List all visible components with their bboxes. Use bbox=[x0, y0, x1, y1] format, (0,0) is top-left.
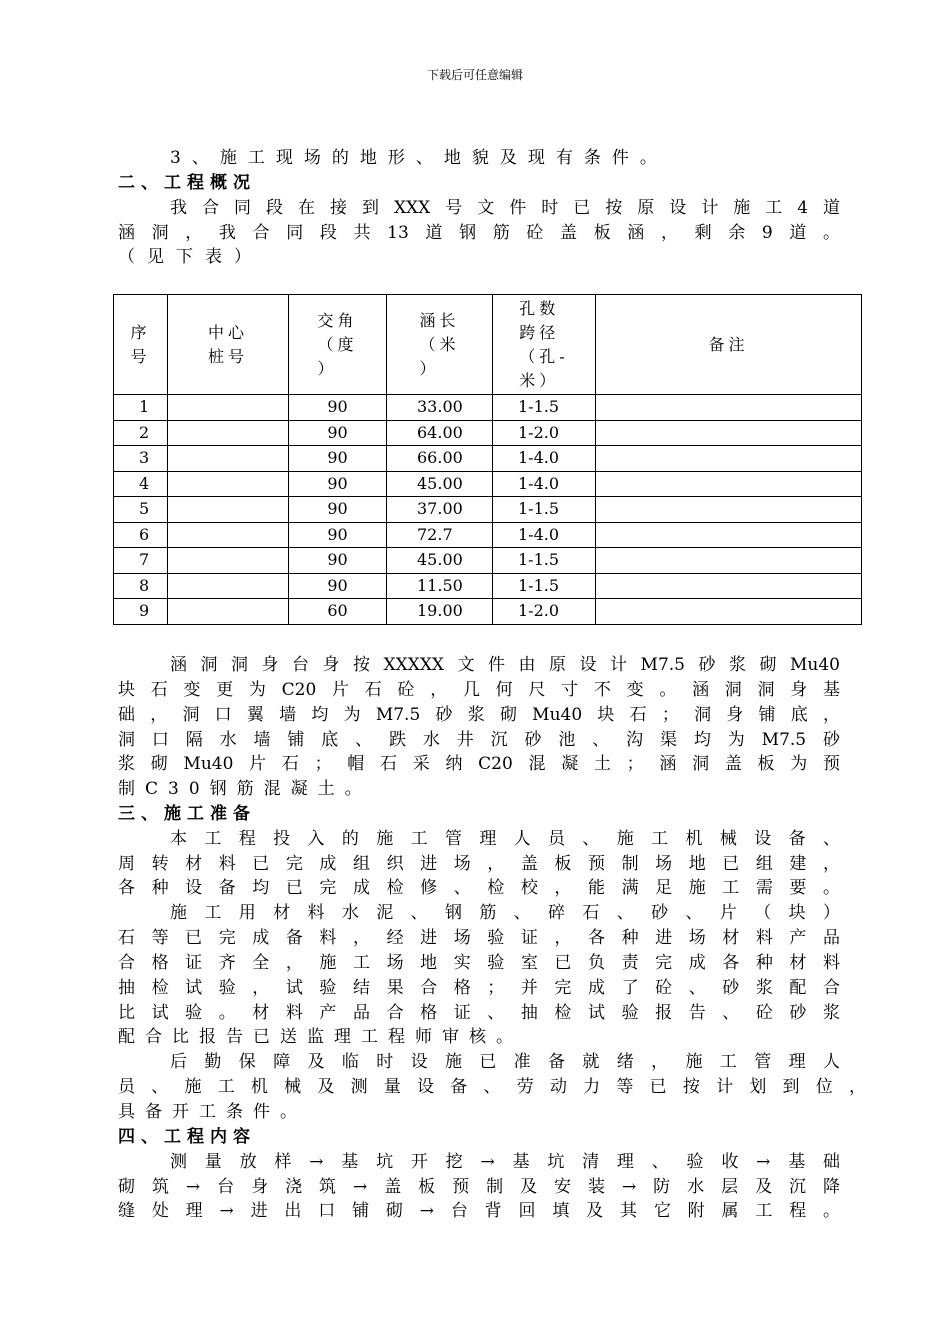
cell-span: 1-4.0 bbox=[493, 522, 596, 548]
table-row bbox=[114, 420, 862, 446]
body-line: 涵洞洞身台身按XXXXX文件由原设计M7.5砂浆砌Mu40 bbox=[170, 655, 840, 675]
cell-remark bbox=[596, 573, 862, 599]
section-3-line: 本工程投入的施工管理人员、施工机械设备、 bbox=[170, 829, 840, 849]
section-3-line: 后勤保障及临时设施已准备就绪，施工管理人 bbox=[170, 1052, 840, 1072]
section-3-line: 周转材料已完成组织进场，盖板预制场地已组建， bbox=[118, 854, 840, 874]
cell-span: 1-1.5 bbox=[493, 395, 596, 421]
cell-length: 37.00 bbox=[387, 497, 493, 523]
cell-station bbox=[168, 573, 289, 599]
cell-angle: 90 bbox=[289, 446, 387, 472]
section-3-line: 各种设备均已完成检修、检校，能满足施工需要。 bbox=[118, 878, 840, 898]
section-3-line: 合格证齐全，施工场地实验室已负责完成各种材料 bbox=[118, 953, 840, 973]
intro-item-3: 3、施工现场的地形、地貌及现有条件。 bbox=[170, 148, 668, 168]
cell-seq: 1 bbox=[114, 395, 168, 421]
col-header-station: 中心 桩号 bbox=[168, 295, 289, 395]
cell-angle: 90 bbox=[289, 573, 387, 599]
cell-seq: 4 bbox=[114, 471, 168, 497]
body-line: 洞口隔水墙铺底、跌水井沉砂池、沟渠均为M7.5砂 bbox=[118, 730, 840, 750]
cell-length: 45.00 bbox=[387, 548, 493, 574]
cell-remark bbox=[596, 395, 862, 421]
cell-remark bbox=[596, 497, 862, 523]
cell-length: 64.00 bbox=[387, 420, 493, 446]
culvert-table bbox=[113, 294, 862, 625]
cell-seq: 7 bbox=[114, 548, 168, 574]
col-header-length: 涵长 （米 ） bbox=[387, 295, 493, 395]
section-2-line: （见下表） bbox=[118, 247, 263, 267]
table-row bbox=[114, 548, 862, 574]
cell-remark bbox=[596, 599, 862, 625]
cell-station bbox=[168, 548, 289, 574]
cell-remark bbox=[596, 471, 862, 497]
body-line: 础，洞口翼墙均为M7.5砂浆砌Mu40块石；洞身铺底， bbox=[118, 705, 840, 725]
section-3-title: 三、施工准备 bbox=[118, 804, 256, 824]
cell-angle: 90 bbox=[289, 497, 387, 523]
page-header-note: 下载后可任意编辑 bbox=[426, 68, 523, 82]
table-row bbox=[114, 599, 862, 625]
section-4-title: 四、工程内容 bbox=[118, 1127, 256, 1147]
cell-angle: 90 bbox=[289, 420, 387, 446]
section-4-line: 砌筑→台身浇筑→盖板预制及安装→防水层及沉降 bbox=[118, 1177, 840, 1197]
cell-span: 1-4.0 bbox=[493, 471, 596, 497]
col-header-span: 孔数 跨径 （孔- 米） bbox=[493, 295, 596, 395]
cell-length: 45.00 bbox=[387, 471, 493, 497]
cell-seq: 9 bbox=[114, 599, 168, 625]
table-row bbox=[114, 522, 862, 548]
cell-remark bbox=[596, 420, 862, 446]
cell-span: 1-2.0 bbox=[493, 599, 596, 625]
section-3-line: 配合比报告已送监理工程师审核。 bbox=[118, 1027, 523, 1047]
cell-station bbox=[168, 395, 289, 421]
section-2-line: 涵洞，我合同段共13道钢筋砼盖板涵，剩余9道。 bbox=[118, 223, 840, 243]
section-3-line: 施工用材料水泥、钢筋、碎石、砂、片（块） bbox=[170, 903, 840, 923]
section-4-line: 缝处理→进出口铺砌→台背回填及其它附属工程。 bbox=[118, 1201, 840, 1221]
col-header-remark: 备注 bbox=[596, 295, 862, 395]
cell-seq: 8 bbox=[114, 573, 168, 599]
cell-angle: 90 bbox=[289, 548, 387, 574]
table-row bbox=[114, 497, 862, 523]
cell-length: 72.7 bbox=[387, 522, 493, 548]
table-row bbox=[114, 446, 862, 472]
cell-angle: 90 bbox=[289, 471, 387, 497]
section-3-line: 比试验。材料产品合格证、抽检试验报告、砼砂浆 bbox=[118, 1003, 840, 1023]
col-header-angle: 交角 （度 ） bbox=[289, 295, 387, 395]
cell-angle: 60 bbox=[289, 599, 387, 625]
section-3-line: 抽检试验，试验结果合格；并完成了砼、砂浆配合 bbox=[118, 978, 840, 998]
cell-remark bbox=[596, 522, 862, 548]
cell-station bbox=[168, 446, 289, 472]
cell-span: 1-2.0 bbox=[493, 420, 596, 446]
cell-station bbox=[168, 420, 289, 446]
section-3-line: 员、施工机械及测量设备、劳动力等已按计划到位， bbox=[118, 1077, 866, 1097]
cell-span: 1-1.5 bbox=[493, 548, 596, 574]
section-3-line: 具备开工条件。 bbox=[118, 1102, 307, 1122]
section-3-line: 石等已完成备料，经进场验证，各种进场材料产品 bbox=[118, 928, 840, 948]
section-2-title: 二、工程概况 bbox=[118, 173, 256, 193]
cell-length: 33.00 bbox=[387, 395, 493, 421]
cell-station bbox=[168, 522, 289, 548]
table-header-row bbox=[114, 295, 862, 395]
cell-angle: 90 bbox=[289, 395, 387, 421]
body-line: 制C30钢筋混凝土。 bbox=[118, 779, 372, 799]
cell-span: 1-1.5 bbox=[493, 497, 596, 523]
table-row bbox=[114, 573, 862, 599]
cell-seq: 3 bbox=[114, 446, 168, 472]
cell-station bbox=[168, 599, 289, 625]
cell-angle: 90 bbox=[289, 522, 387, 548]
cell-span: 1-4.0 bbox=[493, 446, 596, 472]
cell-seq: 2 bbox=[114, 420, 168, 446]
body-line: 块石变更为C20片石砼，几何尺寸不变。涵洞洞身基 bbox=[118, 680, 840, 700]
cell-station bbox=[168, 471, 289, 497]
cell-length: 11.50 bbox=[387, 573, 493, 599]
table-row bbox=[114, 471, 862, 497]
cell-length: 19.00 bbox=[387, 599, 493, 625]
cell-remark bbox=[596, 548, 862, 574]
table-row bbox=[114, 395, 862, 421]
cell-seq: 5 bbox=[114, 497, 168, 523]
cell-span: 1-1.5 bbox=[493, 573, 596, 599]
cell-remark bbox=[596, 446, 862, 472]
section-4-line: 测量放样→基坑开挖→基坑清理、验收→基础 bbox=[170, 1152, 840, 1172]
cell-seq: 6 bbox=[114, 522, 168, 548]
cell-station bbox=[168, 497, 289, 523]
col-header-seq: 序 号 bbox=[114, 295, 168, 395]
cell-length: 66.00 bbox=[387, 446, 493, 472]
section-2-line: 我合同段在接到XXX号文件时已按原设计施工4道 bbox=[170, 198, 840, 218]
body-line: 浆砌Mu40片石；帽石采纳C20混凝土；涵洞盖板为预 bbox=[118, 754, 840, 774]
